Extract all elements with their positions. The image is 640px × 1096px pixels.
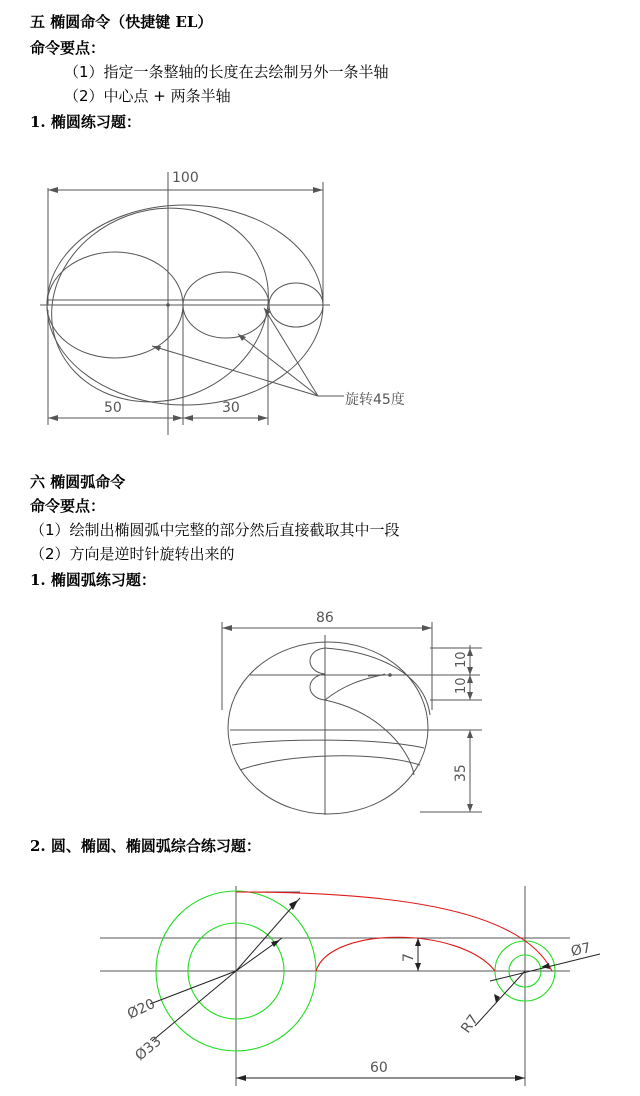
label-d33: Ø33: [132, 1033, 165, 1065]
main-ellipse: [228, 642, 428, 814]
rotate-note: 旋转45度: [345, 392, 405, 408]
upper-arc: [325, 648, 430, 715]
section6-points-title: 命令要点：: [30, 497, 106, 515]
arc-2: [232, 740, 424, 748]
label-r7: R7: [458, 1011, 482, 1037]
arrow-b1: [48, 415, 58, 421]
section5-point-1: （1）指定一条整轴的长度在去绘制另外一条半轴: [64, 63, 389, 81]
leader-1: [152, 346, 318, 396]
arrow-b4: [258, 415, 268, 421]
label-d20: Ø20: [124, 995, 158, 1023]
dim-r2-label: 10: [454, 677, 469, 694]
red-outer-arc: [236, 892, 552, 971]
arrow-60-left: [236, 1075, 246, 1081]
arrow-l: [222, 625, 232, 631]
section6-heading: 六 椭圆弧命令: [30, 473, 126, 491]
arrow-v6: [467, 804, 473, 812]
leader-d33: [236, 898, 300, 971]
leader-r7: [475, 971, 525, 1026]
arrow-v7-bottom: [415, 963, 421, 971]
arrow-v5: [467, 730, 473, 738]
small-arc-lower: [310, 674, 325, 700]
section6-point-2: （2）方向是逆时针旋转出来的: [30, 545, 235, 563]
focus-point: [388, 673, 392, 677]
section5-point-2: （2）中心点 + 两条半轴: [64, 87, 231, 105]
label-d7: Ø7: [569, 940, 593, 960]
section5-points-title: 命令要点：: [30, 39, 106, 57]
dim-top-label: 100: [172, 170, 199, 186]
dim-r1-label: 10: [454, 651, 469, 668]
center-point: [166, 303, 170, 307]
ellipse-figure: [0, 160, 640, 440]
small-arc-upper: [310, 648, 325, 674]
dim-left-label: 50: [104, 400, 122, 416]
arrow-v7-top: [415, 938, 421, 946]
leader-d20-ext: [150, 971, 236, 1004]
label-60: 60: [370, 1060, 388, 1076]
arrow-r: [422, 625, 432, 631]
dim-top-label: 86: [316, 610, 334, 626]
section5-exercise-title: 1. 椭圆练习题：: [30, 113, 141, 131]
dim-r3-label: 35: [453, 764, 469, 782]
section6-exercise-title: 1. 椭圆弧练习题：: [30, 571, 156, 589]
section5-heading: 五 椭圆命令（快捷键 EL）: [30, 13, 213, 31]
arc-1: [325, 700, 414, 775]
dim-mid-label: 30: [222, 400, 240, 416]
section6-point-1: （1）绘制出椭圆弧中完整的部分然后直接截取其中一段: [30, 521, 400, 539]
arrow-b3: [183, 415, 193, 421]
section7-exercise-title: 2. 圆、椭圆、椭圆弧综合练习题：: [30, 837, 261, 855]
arc-3: [240, 756, 420, 770]
label-v7: 7: [401, 953, 417, 962]
lower-arc-inner: [325, 674, 385, 700]
arrow-60-right: [515, 1075, 525, 1081]
combined-figure: [0, 866, 640, 1096]
leader-2: [238, 334, 318, 396]
arrow-left: [48, 187, 58, 193]
arrow-b2: [173, 415, 183, 421]
arrow-right: [313, 187, 323, 193]
arrow-d20: [271, 940, 280, 947]
elliptical-arc-figure: [0, 600, 640, 825]
